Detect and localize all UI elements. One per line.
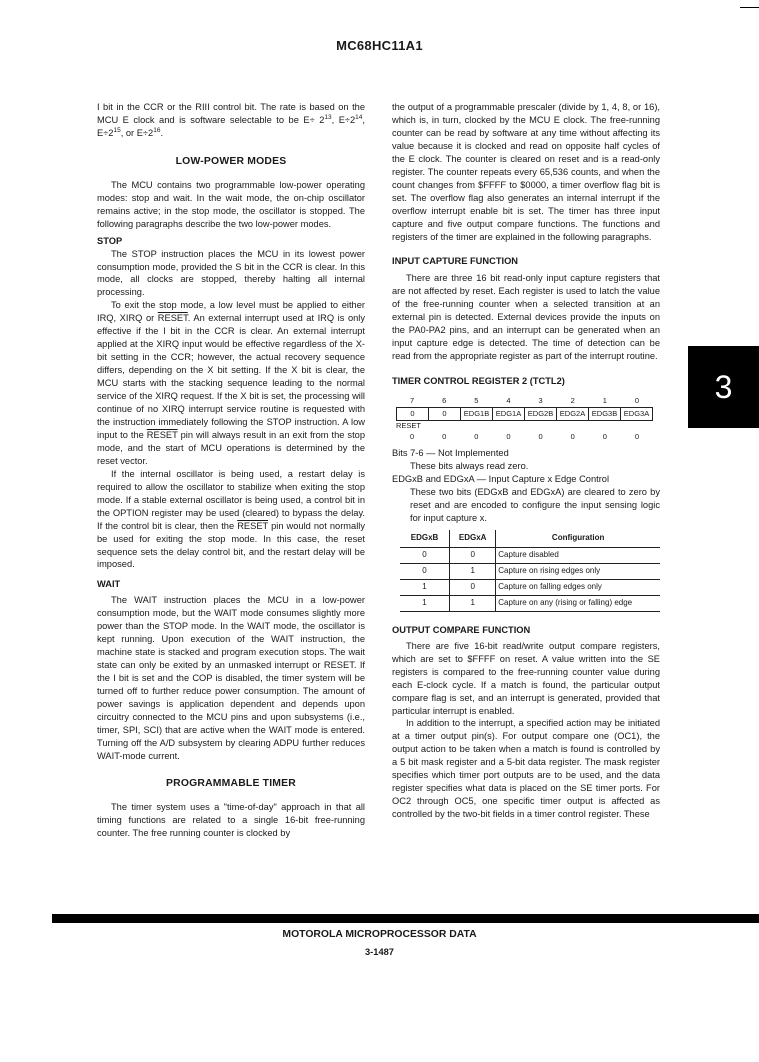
table-cell: 0 <box>450 547 496 563</box>
bit-number: 5 <box>474 396 479 406</box>
bit-field: 0 <box>428 407 460 421</box>
reset-value: 0 <box>570 432 575 442</box>
stop-paragraph-3: If the internal oscillator is being used, a restart delay is required to allow the oscillator to stabilize when exiting the stop mode. If a stable external oscillator is being used, a control bit in the OPTION register may be used (cleared) to bypass the delay. If the control bit is clear, then the RESET pin would not normally be used for exiting the stop mode. In this case, the reset sequence sets the delay control bit, and the restart delay will be imposed. <box>97 468 365 570</box>
bits76-description: These bits always read zero. <box>410 461 529 472</box>
output-compare-paragraph-2: In addition to the interrupt, a specified action may be initiated at a timer output pin(s). For output compare one (OC1), the output action to be taken when a match is found is controlled by a 5 bit mask register and a 5-bit data register. The mask register specifies which timer port outputs are to be used, and the data register specifies what data is placed on the SE timer ports. For OC2 through OC5, one specific timer output is affected as controlled by the two-bit fields in a timer control register. These <box>392 718 660 820</box>
bit-number: 7 <box>409 396 415 406</box>
section-tab: 3 <box>688 346 759 428</box>
timer-paragraph: The timer system uses a "time-of-day" approach in that all timing functions are related to a single 16-bit free-running counter. The free running counter is clocked by <box>97 801 365 838</box>
bit-number: 3 <box>538 396 543 406</box>
tctl2-fields <box>396 407 653 421</box>
table-cell: 1 <box>450 595 496 611</box>
edge-config-table <box>400 530 660 612</box>
reset-value: 0 <box>602 432 607 442</box>
heading-low-power-modes: LOW-POWER MODES <box>175 155 287 167</box>
output-compare-paragraph-1: There are five 16-bit read/write output compare registers, which are set to $FFFF on reset. A value written into the SE registers is compared to the free-running counter value during each E-clock cycle. If a match is found, the particular output compare flag is set, and an interrupt is generated, provided that particular interrupt is enabled. <box>392 640 660 716</box>
page-number: 3-1487 <box>365 947 394 957</box>
table-cell: Capture disabled <box>496 547 660 563</box>
bit-number: 2 <box>570 396 575 406</box>
table-row <box>400 563 660 579</box>
table-row <box>400 547 660 563</box>
low-power-paragraph: The MCU contains two programmable low-power operating modes: stop and wait. In the wait mode, the on-chip oscillator remains active; in the stop mode, the oscillator is stopped. The following paragraphs describe the two low-power modes. <box>97 179 365 229</box>
stop-paragraph-1: The STOP instruction places the MCU in its lowest power consumption mode, provided the S bit in the CCR is clear. In this mode, all clocks are stopped, thereby halting all internal processing. <box>97 248 365 298</box>
bit-number: 4 <box>506 396 511 406</box>
table-row <box>400 595 660 611</box>
table-cell: 0 <box>450 579 496 595</box>
table-cell: Capture on rising edges only <box>496 563 660 579</box>
reset-value: 0 <box>442 432 447 442</box>
bit-field: EDG3A <box>620 407 653 421</box>
bit-definitions <box>392 447 660 525</box>
bit-field: EDG2A <box>556 407 588 421</box>
input-capture-paragraph: There are three 16 bit read-only input capture registers that are not affected by reset. Each register is used to latch the value of the free-running counter when a selected transition at an external pin is detected. External devices provide the inputs on the PA0-PA2 pins, and an interrupt can be generated when an input capture edge is detected. The time of detection can be read from the appropriate register as part of the interrupt routine. <box>392 273 660 362</box>
tctl2-reset-label: RESET <box>396 421 422 431</box>
column-header: EDGxB <box>400 530 450 548</box>
heading-input-capture: INPUT CAPTURE FUNCTION <box>392 256 519 267</box>
bit-number: 1 <box>602 396 607 406</box>
table-header-row <box>400 530 660 548</box>
timer-continued-paragraph: the output of a programmable prescaler (divide by 1, 4, 8, or 16), which is, in turn, clocked by the MCU E clock. The free-running counter can be read by software at any time without affecting its value because it is clocked and read on opposite half cycles of the E clock. The counter is cleared on reset and is a read-only register. The counter repeats every 65,536 counts, and when the count changes from $FFFF to $0000, a timer overflow flag bit is set. The overflow flag also generates an internal interrupt if the overflow interrupt enable bit is set. The timer has three input capture and five output compare functions. The functions and registers of the timer are explained in the following paragraphs. <box>392 102 660 242</box>
page-header: MC68HC11A1 <box>336 38 423 53</box>
heading-programmable-timer: PROGRAMMABLE TIMER <box>165 777 296 789</box>
stop-paragraph-2: To exit the stop mode, a low level must be applied to either IRQ, XIRQ or RESET. An external interrupt used at IRQ is only effective if the I bit in the CCR is clear. An external interrupt applied at the XIRQ input would be effective regardless of the X-bit setting in the CCR; however, the actual recovery sequence differs, depending on the X bit setting. If the X bit is clear, the MCU starts with the stacking sequence leading to the normal service of the XIRQ request. If the X bit is set, the processing will continue of no XIRQ interrupt service routine is requested with the instruction immediately following the STOP instruction. A low input to the RESET pin will always result in an exit from the stop mode, and the start of MCU operations is determined by the reset vector. <box>97 300 366 466</box>
edg-label: EDGxB and EDGxA — Input Capture x Edge Control <box>392 473 610 484</box>
left-column <box>97 101 365 840</box>
tctl2-register-diagram <box>396 395 653 421</box>
column-header: EDGxA <box>450 530 496 548</box>
heading-output-compare: OUTPUT COMPARE FUNCTION <box>392 624 531 635</box>
bits76-label: Bits 7-6 — Not Implemented <box>392 448 509 459</box>
reset-value: 0 <box>506 432 511 442</box>
bit-field: EDG1A <box>492 407 524 421</box>
tctl2-bit-numbers <box>396 395 653 407</box>
wait-paragraph: The WAIT instruction places the MCU in a low-power consumption mode, but the WAIT mode consumes slightly more power than the STOP mode. In the WAIT mode, the oscillator is kept running. Upon execution of the WAIT instruction, the machine state is stacked and program execution stops. The wait state can only be exited by an unmasked interrupt or RESET. If the I bit is set and the COP is disabled, the timer system will be turned off to further reduce power consumption. The amount of power savings is application dependent and depends upon circuitry connected to the MCU pins and upon subsystems (i.e., timer, SPI, SCI) that are active when the WAIT mode is entered. Turning off the A/D subsystem by clearing ADPU further reduces WAIT-mode current. <box>97 595 365 761</box>
footer-bar <box>52 914 759 923</box>
footer-title: MOTOROLA MICROPROCESSOR DATA <box>282 929 477 940</box>
top-edge-mark <box>740 7 759 8</box>
table-cell: 0 <box>400 563 450 579</box>
bit-field: EDG3B <box>588 407 620 421</box>
table-cell: Capture on any (rising or falling) edge <box>496 595 660 611</box>
bit-field: EDG1B <box>460 407 492 421</box>
bit-number: 6 <box>442 396 447 406</box>
tctl2-reset-values <box>396 431 653 443</box>
edg-description: These two bits (EDGxB and EDGxA) are cleared to zero by reset and are encoded to configure the input sensing logic for input capture x. <box>410 486 660 523</box>
table-cell: 1 <box>400 595 450 611</box>
table-cell: 1 <box>400 579 450 595</box>
intro-paragraph: I bit in the CCR or the RIII control bit. The rate is based on the MCU E clock and is software selectable to be $E\div 2^{13}$, $E\div 2^{14}$, $E\div 2^{15}$, or $E\div 2^{16}$. <box>97 102 365 138</box>
heading-tctl2: TIMER CONTROL REGISTER 2 (TCTL2) <box>392 376 565 387</box>
reset-value: 0 <box>409 432 415 442</box>
table-row <box>400 579 660 595</box>
right-column <box>392 101 660 821</box>
bit-field: 0 <box>396 407 428 421</box>
heading-stop: STOP <box>97 235 123 246</box>
bit-number: 0 <box>634 396 640 406</box>
reset-value: 0 <box>538 432 543 442</box>
column-header: Configuration <box>496 530 660 548</box>
table-cell: 0 <box>400 547 450 563</box>
table-cell: Capture on falling edges only <box>496 579 660 595</box>
reset-value: 0 <box>634 432 640 442</box>
heading-wait: WAIT <box>97 579 121 590</box>
reset-value: 0 <box>474 432 479 442</box>
table-cell: 1 <box>450 563 496 579</box>
bit-field: EDG2B <box>524 407 556 421</box>
